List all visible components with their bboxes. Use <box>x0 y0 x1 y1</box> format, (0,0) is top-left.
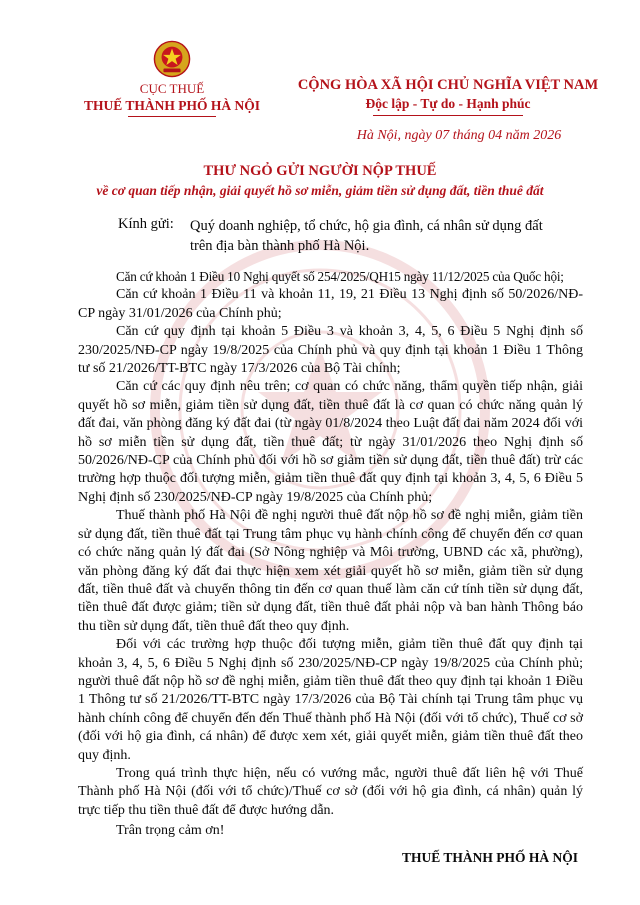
signature-block: THUẾ THÀNH PHỐ HÀ NỘI <box>401 850 579 865</box>
motto-underline <box>373 115 523 116</box>
body-paragraph: Trong quá trình thực hiện, nếu có vướng mắc, người thuê đất liên hệ với Thuế Thành phố Hà Nội (đối với tổ chức)/Thuế cơ sở (đối với hộ gia đình, cá nhân) quản lý trực tiếp thu tiền thuê đất để được hướng dẫn. <box>78 765 583 818</box>
body-paragraph: Căn cứ các quy định nêu trên; cơ quan có chức năng, thẩm quyền tiếp nhận, giải quyết hồ sơ miễn, giảm tiền sử dụng đất, tiền thuê đất là cơ quan có chức năng quản lý đất đai, văn phòng đăng ký đất đai (từ ngày 01/8/2024 theo Luật đất đai năm 2024 đối với hồ sơ miễn tiền sử dụng đất, tiền thuê đất; từ ngày 31/01/2026 theo Nghị định số 50/2026/NĐ-CP của Chính phủ đối với hồ sơ giảm tiền sử dụng đất, tiền thuê đất) trừ các trường hợp thuộc đối tượng miễn, giảm tiền thuê đất quy định tại khoản 3, 4, 5, 6 Điều 5 Nghị định số 230/2025/NĐ-CP ngày 19/8/2025 của Chính phủ; <box>78 379 583 505</box>
agency-block <box>72 40 272 117</box>
national-header <box>288 76 608 116</box>
greeting-label: Kính gửi: <box>118 216 174 232</box>
body-paragraph: Thuế thành phố Hà Nội đề nghị người thuê đất nộp hồ sơ đề nghị miễn, giảm tiền sử dụng đất, tiền thuê đất tại Trung tâm phục vụ hành chính công để chuyển đến cơ quan có chức năng quản lý đất đai (Sở Nông nghiệp và Môi trường, UBND các xã, phường), văn phòng đăng ký đất đai thực hiện xem xét giải quyết hồ sơ miễn, giảm tiền sử dụng đất, tiền thuê đất và chuyển thông tin đến cơ quan thuế làm căn cứ tính tiền sử dụng đất, tiền thuê đất được giảm; tiền sử dụng đất, tiền thuê đất phải nộp và ban hành Thông báo thu tiền sử dụng đất, tiền thuê đất theo quy định. <box>78 508 583 634</box>
agency-underline <box>128 116 216 117</box>
agency-parent: CỤC THUẾ <box>139 81 205 96</box>
body-paragraph: Căn cứ khoản 1 Điều 10 Nghị quyết số 254/2025/QH15 ngày 11/12/2025 của Quốc hội; <box>116 269 564 284</box>
document-date: Hà Nội, ngày 07 tháng 04 năm 2026 <box>356 128 562 143</box>
letter-subtitle: về cơ quan tiếp nhận, giải quyết hồ sơ miễn, giảm tiền sử dụng đất, tiền thuê đất <box>96 183 544 198</box>
letter-title: THƯ NGỎ GỬI NGƯỜI NỘP THUẾ <box>203 163 437 179</box>
national-motto: Độc lập - Tự do - Hạnh phúc <box>365 96 531 111</box>
body-paragraph: Căn cứ khoản 1 Điều 11 và khoản 11, 19, 21 Điều 13 Nghị định số 50/2026/NĐ-CP ngày 31/01/2026 của Chính phủ; <box>78 287 583 321</box>
nation-title: CỘNG HÒA XÃ HỘI CHỦ NGHĨA VIỆT NAM <box>297 77 599 93</box>
letter-body <box>78 268 583 841</box>
greeting-recipients: Quý doanh nghiệp, tổ chức, hộ gia đình, cá nhân sử dụng đất trên địa bàn thành phố Hà Nội. <box>190 218 543 254</box>
agency-name: THUẾ THÀNH PHỐ HÀ NỘI <box>83 98 261 113</box>
body-paragraph: Căn cứ quy định tại khoản 5 Điều 3 và khoản 3, 4, 5, 6 Điều 5 Nghị định số 230/2025/NĐ-CP ngày 19/8/2025 của Chính phủ và quy định tại khoản 1 Điều 1 Thông tư số 21/2026/TT-BTC ngày 17/3/2026 của Bộ Tài chính; <box>78 324 583 377</box>
closing-thanks: Trân trọng cảm ơn! <box>116 823 225 839</box>
body-paragraph: Đối với các trường hợp thuộc đối tượng miễn, giảm tiền thuê đất quy định tại khoản 3, 4, 5, 6 Điều 5 Nghị định số 230/2025/NĐ-CP ngày 19/8/2025 của Chính phủ; người thuê đất nộp hồ sơ đề nghị miễn, giảm tiền thuê đất theo quy định tại khoản 1 Điều 1 Thông tư số 21/2026/TT-BTC ngày 17/3/2026 của Bộ Tài chính tại Trung tâm phục vụ hành chính công để chuyển đến đến Thuế thành phố Hà Nội (đối với tổ chức), Thuế cơ sở (đối với hộ gia đình, cá nhân) để được xem xét, giải quyết miễn, giảm tiền thuê đất theo quy định. <box>78 637 583 763</box>
national-emblem-icon <box>153 40 191 78</box>
